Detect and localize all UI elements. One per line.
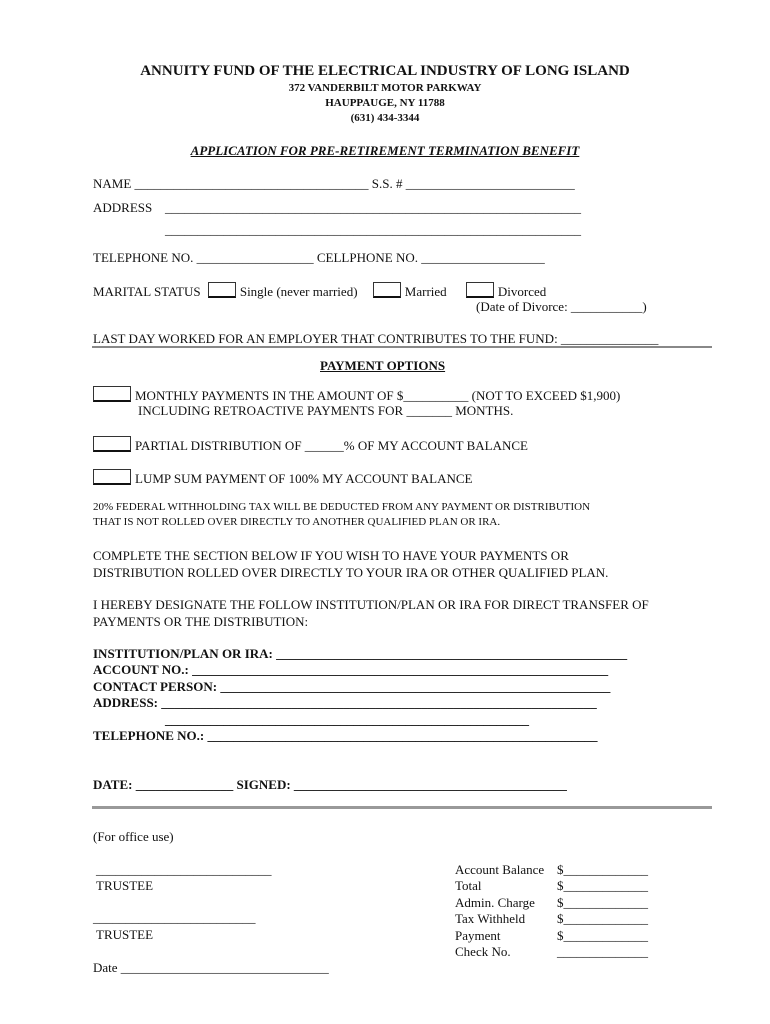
last-day-worked-field[interactable]: LAST DAY WORKED FOR AN EMPLOYER THAT CONTRIBUTES TO THE FUND: _______________ [93,331,659,346]
form-title: APPLICATION FOR PRE-RETIREMENT TERMINATION BENEFIT [190,143,580,158]
address-line-2[interactable]: ________________________________________________________________ [165,222,581,237]
rollover-address-field[interactable]: ADDRESS: ___________________________________________________________________ [93,695,597,710]
monthly-line-2[interactable]: INCLUDING RETROACTIVE PAYMENTS FOR _______ MONTHS. [138,403,514,418]
trustee-label-2: TRUSTEE [96,927,154,942]
complete-line-1: COMPLETE THE SECTION BELOW IF YOU WISH TO HAVE YOUR PAYMENTS OR [93,548,569,563]
office-ledger-values [557,862,648,960]
org-title: ANNUITY FUND OF THE ELECTRICAL INDUSTRY OF LONG ISLAND [140,63,630,79]
rollover-telephone-field[interactable]: TELEPHONE NO.: ____________________________________________________________ [93,728,598,743]
withholding-line-2: THAT IS NOT ROLLED OVER DIRECTLY TO ANOTHER QUALIFIED PLAN OR IRA. [93,516,501,528]
org-city: HAUPPAUGE, NY 11788 [325,97,445,109]
trustee-signature-line-1[interactable]: ___________________________ [96,862,272,877]
rollover-address-line-2[interactable]: ________________________________________________________ [165,712,529,727]
office-use-label: (For office use) [93,829,174,844]
section-divider [92,346,712,348]
institution-field[interactable]: INSTITUTION/PLAN OR IRA: ______________________________________________________ [93,646,628,661]
ledger-value[interactable]: $_____________ [557,927,648,943]
ledger-label: Check No. [455,943,511,959]
contact-person-field[interactable]: CONTACT PERSON: ____________________________________________________________ [93,679,611,694]
divorced-label: Divorced [497,284,547,299]
partial-checkbox[interactable] [93,436,131,452]
ledger-value[interactable]: $_____________ [557,911,648,927]
single-label: Single (never married) [239,284,358,299]
withholding-line-1: 20% FEDERAL WITHHOLDING TAX WILL BE DEDUCTED FROM ANY PAYMENT OR DISTRIBUTION [93,501,591,513]
ledger-label: Payment [455,927,501,943]
ledger-value[interactable]: $_____________ [557,894,648,910]
marital-status-row [93,282,546,300]
divorce-date-field[interactable]: (Date of Divorce: ___________) [476,299,647,314]
org-phone: (631) 434-3344 [350,112,420,124]
married-checkbox[interactable] [373,282,401,298]
divorced-checkbox[interactable] [466,282,494,298]
telephone-cellphone-field[interactable]: TELEPHONE NO. __________________ CELLPHONE NO. ___________________ [93,250,545,265]
trustee-signature-line-2[interactable]: _________________________ [93,910,256,925]
complete-line-2: DISTRIBUTION ROLLED OVER DIRECTLY TO YOUR IRA OR OTHER QUALIFIED PLAN. [93,565,609,580]
account-no-field[interactable]: ACCOUNT NO.: ________________________________________________________________ [93,662,609,677]
address-label: ADDRESS [93,200,153,215]
ledger-label: Account Balance [455,862,545,877]
ledger-value[interactable]: ______________ [557,943,648,959]
ledger-label: Total [455,878,482,894]
ledger-value[interactable]: $_____________ [557,878,648,894]
designate-line-2: PAYMENTS OR THE DISTRIBUTION: [93,614,309,629]
payment-options-heading: PAYMENT OPTIONS [320,358,446,373]
name-ss-field[interactable]: NAME ____________________________________ S.S. # __________________________ [93,176,575,191]
married-label: Married [404,284,447,299]
trustee-label-1: TRUSTEE [96,878,154,893]
single-checkbox[interactable] [208,282,236,298]
monthly-checkbox[interactable] [93,386,131,402]
designate-line-1: I HEREBY DESIGNATE THE FOLLOW INSTITUTION/PLAN OR IRA FOR DIRECT TRANSFER OF [93,597,649,612]
org-street: 372 VANDERBILT MOTOR PARKWAY [288,82,482,94]
lump-label: LUMP SUM PAYMENT OF 100% MY ACCOUNT BALANCE [135,471,473,486]
date-signed-field[interactable]: DATE: _______________ SIGNED: __________________________________________ [93,777,567,792]
address-line-1[interactable]: ________________________________________________________________ [165,200,581,215]
partial-option-row [93,436,528,454]
partial-label[interactable]: PARTIAL DISTRIBUTION OF ______% OF MY ACCOUNT BALANCE [135,438,528,453]
office-ledger-labels [455,862,544,960]
monthly-option-row [93,386,620,404]
monthly-line-1[interactable]: MONTHLY PAYMENTS IN THE AMOUNT OF $__________ (NOT TO EXCEED $1,900) [135,388,621,403]
office-divider [92,806,712,809]
office-date-field[interactable]: Date ________________________________ [93,960,329,975]
ledger-value[interactable]: $_____________ [557,862,648,877]
lump-checkbox[interactable] [93,469,131,485]
marital-status-label: MARITAL STATUS [93,284,201,299]
ledger-label: Admin. Charge [455,894,535,910]
lump-option-row [93,469,472,487]
ledger-label: Tax Withheld [455,911,526,927]
